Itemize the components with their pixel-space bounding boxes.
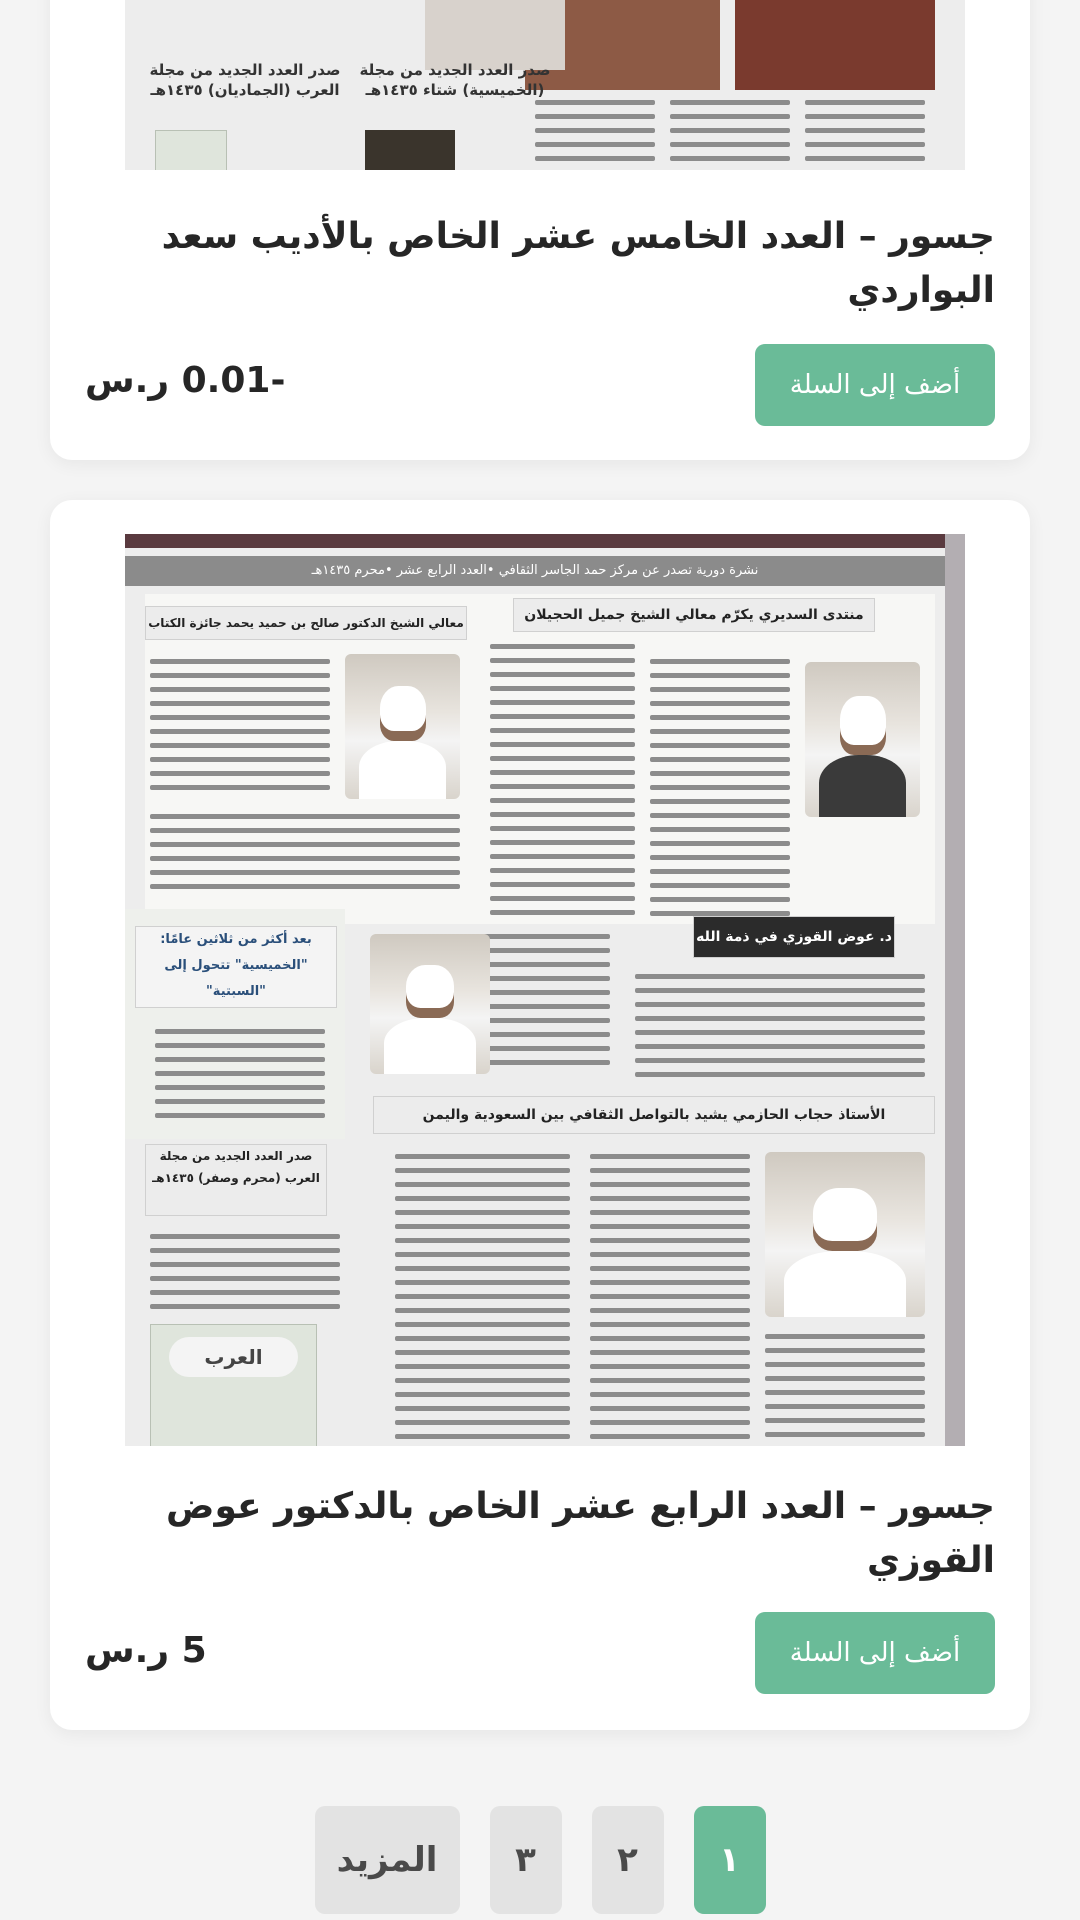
portrait-photo — [805, 662, 920, 817]
thumb-heading: صدر العدد الجديد من مجلة العرب (الجماديان) ١٤٣٥هـ — [149, 61, 341, 99]
article-headline: د. عوض القوزي في ذمة الله — [693, 916, 895, 958]
magazine-cover — [150, 1324, 317, 1446]
article-headline: صدر العدد الجديد من مجلة العرب (محرم وصفر) ١٤٣٥هـ — [145, 1144, 327, 1216]
page-1-button[interactable]: ١ — [694, 1806, 766, 1914]
newsletter-header-bar — [125, 534, 965, 548]
portrait-photo — [370, 934, 490, 1074]
product-thumbnail[interactable] — [125, 534, 965, 1446]
thumb-heading: صدر العدد الجديد من مجلة (الخميسية) شتاء ١٤٣٥هـ — [359, 61, 551, 99]
article-headline: الأستاذ حجاب الحازمي يشيد بالتواصل الثقافي بين السعودية واليمن — [373, 1096, 935, 1134]
product-title[interactable]: جسور – العدد الخامس عشر الخاص بالأديب سعد البواردي — [161, 216, 995, 311]
add-to-cart-button[interactable]: أضف إلى السلة — [755, 344, 995, 426]
article-headline: منتدى السديري يكرّم معالي الشيخ جميل الحجيلان — [513, 598, 875, 632]
article-headline: بعد أكثر من ثلاثين عامًا: "الخميسية" تتحول إلى "السبتية" — [135, 926, 337, 1008]
portrait-photo — [345, 654, 460, 799]
product-price: 5 ر.س — [85, 1630, 207, 1671]
product-card — [50, 500, 1030, 1730]
product-thumbnail[interactable] — [125, 0, 965, 170]
page-2-button[interactable]: ٢ — [592, 1806, 664, 1914]
product-title[interactable]: جسور – العدد الرابع عشر الخاص بالدكتور عوض القوزي — [166, 1486, 995, 1581]
portrait-photo — [765, 1152, 925, 1317]
more-pages-button[interactable]: المزيد — [315, 1806, 460, 1914]
article-headline: معالي الشيخ الدكتور صالح بن حميد يحمد جائزة الكتاب — [145, 606, 467, 640]
pagination — [0, 1806, 1080, 1914]
page-3-button[interactable]: ٣ — [490, 1806, 562, 1914]
add-to-cart-button[interactable]: أضف إلى السلة — [755, 1612, 995, 1694]
product-price: -0.01 ر.س — [85, 360, 286, 401]
newsletter-tagline: نشرة دورية تصدر عن مركز حمد الجاسر الثقافي •العدد الرابع عشر •محرم ١٤٣٥هـ — [125, 556, 945, 586]
product-card — [50, 0, 1030, 460]
page-edge — [945, 534, 965, 1446]
magazine-logo: العرب — [169, 1337, 298, 1377]
